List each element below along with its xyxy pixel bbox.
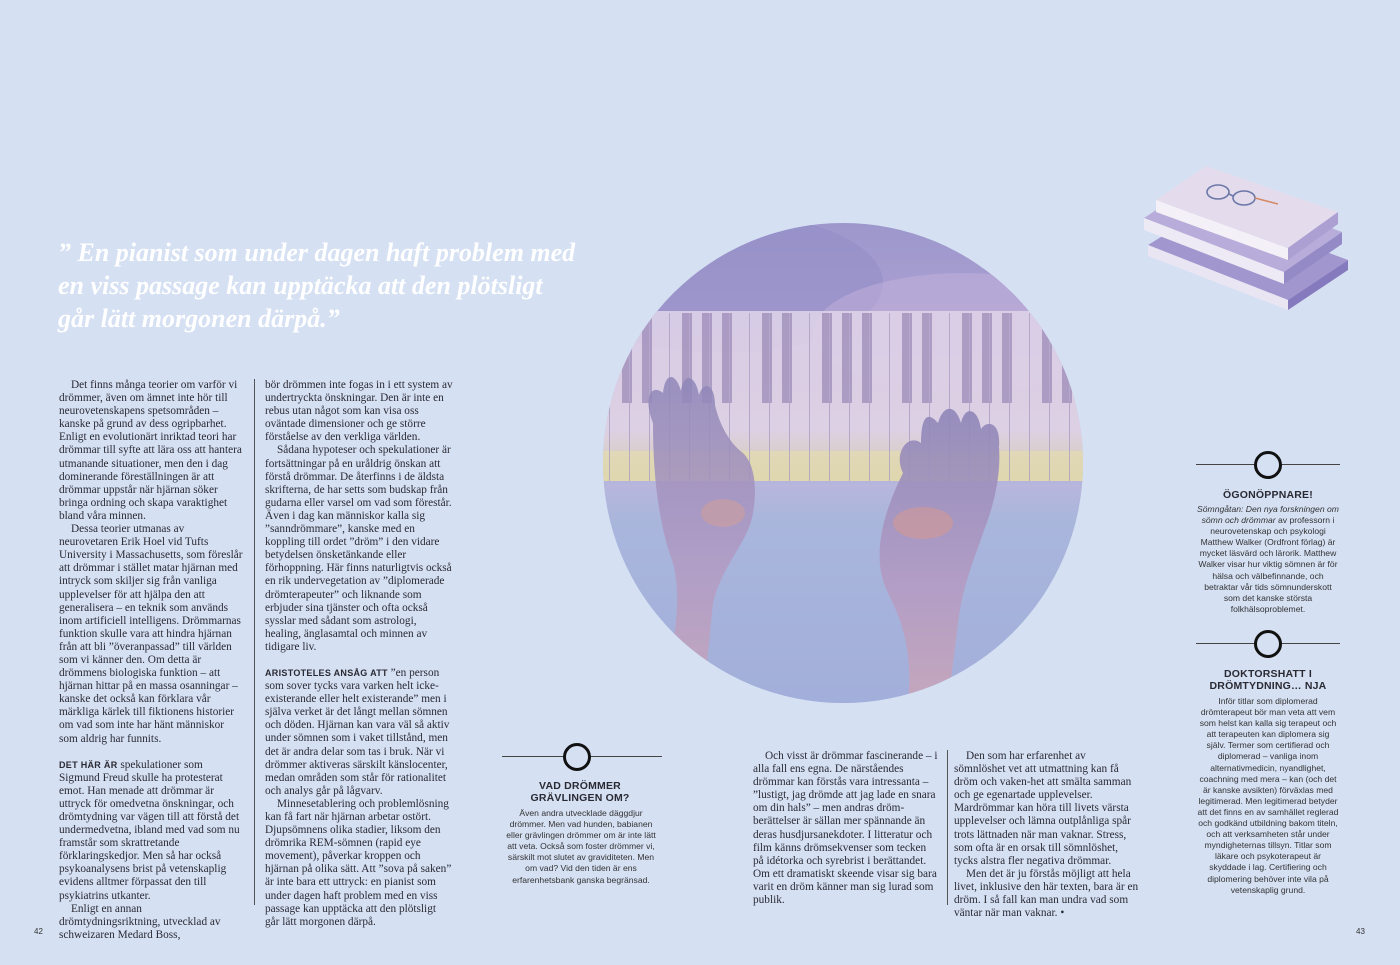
piano-black-key (762, 313, 772, 403)
piano-key-line (789, 313, 790, 481)
piano-black-key (782, 313, 792, 403)
piano-black-key (1062, 313, 1072, 403)
piano-key-line (1049, 313, 1050, 481)
piano-black-key (622, 313, 632, 403)
paragraph-text: spekulationer som Sigmund Freud skulle ha protesterat emot. Han menade att drömmar är uttryck för omedvetna önskningar, och drömtydning var vägen till att förstå det undermedvetna, ibland med vad som nu framstår som skrattretande förklaringskedjor. Men så har också psykoanalysens brist på vetenskaplig evidens alltmer förpassat den till psykiatrins utkanter. (59, 758, 240, 902)
piano-black-key (862, 313, 872, 403)
page-number-right: 43 (1356, 927, 1365, 936)
piano-black-key (642, 313, 652, 403)
paragraph: Det finns många teorier om varför vi drömmer, även om ämnet inte hör till neurovetenskapens spetsområden – kanske på grund av dess ogripbarhet. Enligt en evolutionärt inriktad teori har drömmar till syfte att lära oss att hantera utmanande situationer, men den i dag dominerande föreställningen är att drömmar uppstår när hjärnan söker bringa ordning och skapa varaktighet bland våra minnen. (59, 379, 242, 522)
piano-key-line (749, 313, 750, 481)
piano-key-line (849, 313, 850, 481)
circle-marker-icon (1254, 451, 1282, 479)
piano-key-line (889, 313, 890, 481)
paragraph (59, 759, 244, 903)
paragraph-text: ”en person som sover tycks vara varken helt icke-existerande eller helt existerande” men i själva verket är det långt mellan sömnen och döden. Hjärnan kan vara väl så aktiv under sömnen som i vaket tillstånd, men det är andra delar som tas i bruk. När vi drömmer aktiveras särskilt känslocenter, medan områden som står för rationalitet och analys går på lågvarv. (265, 666, 450, 797)
piano-black-key (842, 313, 852, 403)
badger-box-title: VAD DRÖMMER GRÄVLINGEN OM? (530, 780, 630, 804)
piano-key-line (609, 313, 610, 481)
piano-key-line (869, 313, 870, 481)
body-column-2 (265, 379, 453, 929)
circle-marker-icon (1254, 630, 1282, 658)
body-column-1 (59, 379, 244, 942)
piano-black-key (962, 313, 972, 403)
piano-key-line (1009, 313, 1010, 481)
hands-piano-illustration (603, 223, 1083, 703)
paragraph: Sådana hypoteser och spekulationer är fortsättningar på en uråldrig önskan att förstå drömmar. De återfinns i de äldsta skrifterna, de har setts som budskap från gudarna eller varsel om vad som förestår. Även i dag kan människor kalla sig ”sanndrömmare”, kanske med en koppling till ordet ”dröm” i den vidare betydelsen önsketänkande eller förhoppning. Här finns naturligtvis också en rik undervegetation av ”diplomerade drömterapeuter” och liknande som erbjuder sina tjänster och ofta också sysslar med sådant som astrologi, healing, änglasamtal och minnen av tidigare liv. (265, 444, 452, 653)
paragraph: Dessa teorier utmanas av neurovetaren Erik Hoel vid Tufts University i Massachusetts, som föreslår att drömmar i stället matar hjärnan med intryck som skiljer sig från vanliga upplevelser för att hjälpa den att generalisera – en teknik som används inom artificiell intelligens. Drömmarnas funktion skulle vara att hindra hjärnan från att bli ”överanpassad” till världen som vi känner den. Om detta är drömmens biologiska funktion – att hjärnan hittar på en massa osanningar – kanske det också kan förklara vår märkliga kärlek till fiktionens historier om vad som inte har hänt människor som aldrig har funnits. (59, 523, 243, 745)
book-title: Sömngåtan: Den nya forskningen om sömn och drömmar (1197, 504, 1339, 526)
piano-key-line (629, 313, 630, 481)
box-text: av professorn i neurovetenskap och psykologi Matthew Walker (Ordfront förlag) är mycket läsvärd och lärorik. Matthew Walker visar hur viktig sömnen är för hälsa och välbefinnande, och betraktar vår tids sömnunderskott som det kanske största folkhälsoproblemet. (1198, 515, 1338, 614)
piano-black-key (982, 313, 992, 403)
badger-box-body: Även andra utvecklade däggdjur drömmer. Men vad hunden, babianen eller grävlingen drömmer om är inte lätt att veta. Också som foster drömmer vi, särskilt mot slutet av graviditeten. Men om vad? Vid den tiden är ens erfarenhetsbank ganska begränsad. (506, 808, 656, 885)
paragraph-lead: DET HÄR ÄR (59, 759, 118, 770)
doctor-box-body: Inför titlar som diplomerad drömterapeut bör man veta att vem som helst kan kalla sig terapeut och att terapeuten kan diplomera sig själv. Termer som certifierad och diplomerad – vanliga inom alternativmedicin, nyandlighet, coachning med mera – kan (och det är kanske avsikten) förväxlas med legitimerad. Men legitimerad betyder att det finns en av samhället reglerad och godkänd utbildning bakom titeln, och att verksamheten står under myndigheternas tillsyn. Titlar som läkare och psykoterapeut är skyddade i lag. Certifiering och diplomering behöver inte vila på vetenskaplig grund. (1197, 696, 1339, 895)
eyeopener-box-title: ÖGONÖPPNARE! (1223, 489, 1313, 501)
piano-black-key (822, 313, 832, 403)
body-column-4 (954, 750, 1139, 920)
paragraph: Minnesetablering och problemlösning kan få fart när hjärnan arbetar ostört. Djupsömnens olika stadier, liksom den drömrika REM-sömnen (rapid eye movement), påverkar kroppen och hjärnan på olika sätt. Att ”sova på saken” är inte bara ett uttryck: en pianist som under dagen haft problem med en viss passage kan upptäcka att den plötsligt går lätt morgonen därpå. (265, 797, 452, 928)
paragraph: Men det är ju förstås möjligt att hela livet, inklusive den här texten, bara är en dröm. I så fall kan man undra vad som väntar när man vaknar. • (954, 867, 1139, 920)
paragraph (265, 667, 453, 798)
doctor-box-title: DOKTORSHATT I DRÖMTYDNING… NJA (1209, 668, 1327, 692)
eyeopener-box-body (1196, 504, 1340, 615)
pull-quote: ” En pianist som under dagen haft problem med en viss passage kan upptäcka att den plötsligt går lätt morgonen därpå.” (58, 238, 576, 333)
piano-black-key (1042, 313, 1052, 403)
piano-key-line (809, 313, 810, 481)
piano-black-key (902, 313, 912, 403)
piano-black-key (1002, 313, 1012, 403)
piano-key-line (769, 313, 770, 481)
paragraph: Den som har erfarenhet av sömnlöshet vet att utmattning kan få dröm och vaken-het att smälta samman och ge egenartade upplevelser. Mardrömmar kan höra till livets värsta upplevelser och lämna outplånliga spår trots lättnaden när man vaknar. Stress, som ofta är en orsak till sömnlöshet, tycks alstra fler negativa drömmar. (954, 750, 1132, 867)
paragraph: Enligt en annan drömtydningsriktning, utvecklad av schweizaren Medard Boss, (59, 902, 221, 941)
paragraph: Och visst är drömmar fascinerande – i alla fall ens egna. De närståendes drömmar kan förstås vara intressanta – ”lustigt, jag drömde att jag lade en snara om din hals” – men andras dröm-berättelser är sällan mer spännande än deras husdjursanekdoter. I litteratur och film känns drömsekvenser som tecken på idétorka och syrebrist i berättandet. Om ett dramatiskt skeende visar sig bara varit en dröm känner man sig lurad som publik. (753, 750, 938, 907)
column-divider (254, 379, 255, 905)
piano-black-key (722, 313, 732, 403)
circle-marker-icon (563, 743, 591, 771)
books-glasses-illustration (1138, 160, 1353, 310)
paragraph-lead: ARISTOTELES ANSÅG ATT (265, 667, 388, 678)
column-divider (947, 750, 948, 905)
piano-key-line (829, 313, 830, 481)
page-number-left: 42 (34, 927, 43, 936)
piano-key-line (1069, 313, 1070, 481)
body-column-3 (753, 750, 938, 907)
piano-black-key (922, 313, 932, 403)
piano-key-line (1029, 313, 1030, 481)
paragraph: bör drömmen inte fogas in i ett system av undertryckta önskningar. Den är inte en rebus utan något som kan visa oss oväntade dimensioner och ge större förståelse av den verkliga världen. (265, 379, 453, 444)
